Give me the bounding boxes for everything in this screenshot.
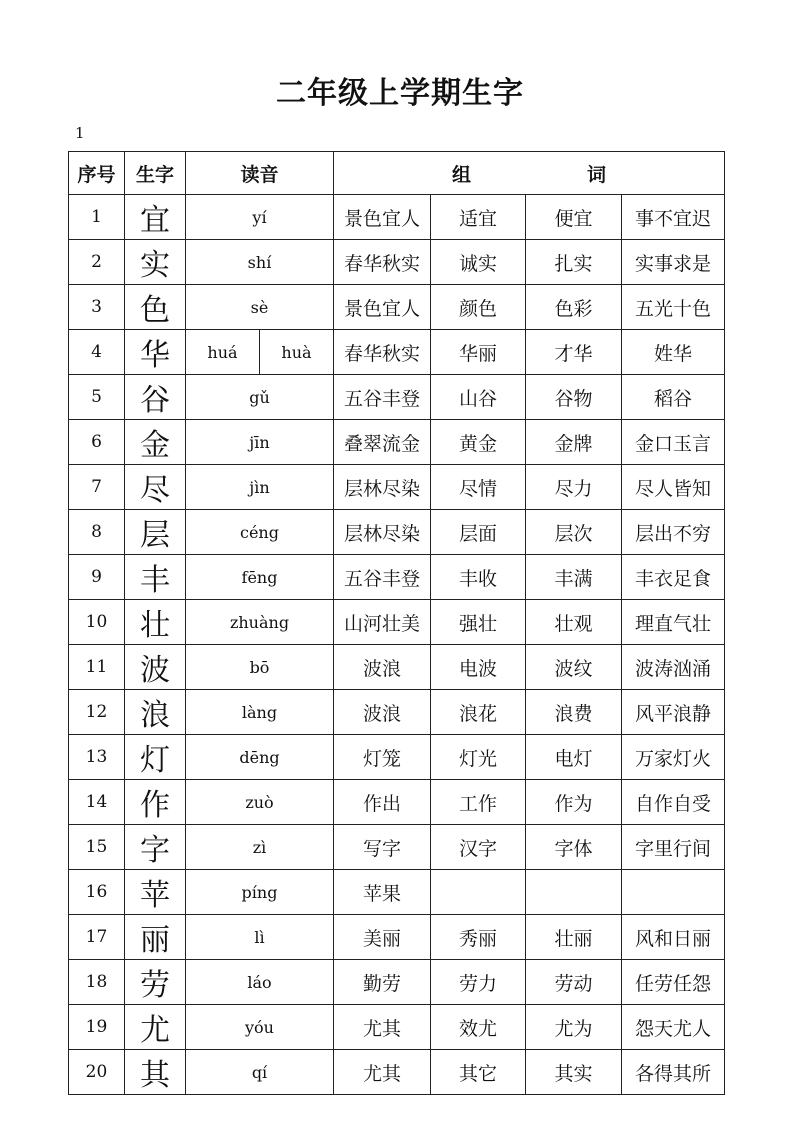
row-word: 壮丽 <box>526 915 622 960</box>
row-word: 尤为 <box>526 1005 622 1050</box>
row-word: 万家灯火 <box>622 735 725 780</box>
row-char: 丽 <box>125 915 186 960</box>
row-word: 风平浪静 <box>622 690 725 735</box>
row-word: 秀丽 <box>431 915 526 960</box>
row-seq: 15 <box>69 825 125 870</box>
row-word: 事不宜迟 <box>622 195 725 240</box>
row-pinyin <box>186 330 334 375</box>
row-word: 理直气壮 <box>622 600 725 645</box>
row-word: 色彩 <box>526 285 622 330</box>
row-word: 作为 <box>526 780 622 825</box>
header-words-a: 组 <box>452 163 472 186</box>
row-char: 浪 <box>125 690 186 735</box>
row-seq: 12 <box>69 690 125 735</box>
row-char: 色 <box>125 285 186 330</box>
row-word: 汉字 <box>431 825 526 870</box>
row-word: 尽情 <box>431 465 526 510</box>
row-char: 其 <box>125 1050 186 1095</box>
table-row <box>69 510 725 555</box>
row-word: 灯笼 <box>334 735 431 780</box>
row-pinyin: dēng <box>186 735 334 780</box>
header-words-b: 词 <box>587 163 607 186</box>
row-char: 波 <box>125 645 186 690</box>
table-row <box>69 285 725 330</box>
row-pinyin: zhuàng <box>186 600 334 645</box>
row-word: 尤其 <box>334 1005 431 1050</box>
row-seq: 10 <box>69 600 125 645</box>
row-word: 尤其 <box>334 1050 431 1095</box>
row-char: 实 <box>125 240 186 285</box>
row-seq: 11 <box>69 645 125 690</box>
row-char: 灯 <box>125 735 186 780</box>
row-char: 壮 <box>125 600 186 645</box>
row-word: 尽力 <box>526 465 622 510</box>
row-word: 作出 <box>334 780 431 825</box>
row-pinyin: jīn <box>186 420 334 465</box>
row-seq: 8 <box>69 510 125 555</box>
row-word: 其它 <box>431 1050 526 1095</box>
row-word: 五谷丰登 <box>334 555 431 600</box>
page-title: 二年级上学期生字 <box>276 76 524 111</box>
row-word: 丰衣足食 <box>622 555 725 600</box>
character-table <box>68 151 725 1095</box>
row-char: 劳 <box>125 960 186 1005</box>
row-seq: 5 <box>69 375 125 420</box>
row-pinyin: gǔ <box>186 375 334 420</box>
row-word: 美丽 <box>334 915 431 960</box>
pinyin-reading: huá <box>207 342 238 362</box>
page-number: 1 <box>75 124 85 142</box>
row-word: 金口玉言 <box>622 420 725 465</box>
row-word: 层面 <box>431 510 526 555</box>
row-word: 波浪 <box>334 645 431 690</box>
row-word: 自作自受 <box>622 780 725 825</box>
row-word: 稻谷 <box>622 375 725 420</box>
table-row <box>69 240 725 285</box>
row-seq: 7 <box>69 465 125 510</box>
row-pinyin: fēng <box>186 555 334 600</box>
row-word: 写字 <box>334 825 431 870</box>
table-row <box>69 1050 725 1095</box>
table-row <box>69 600 725 645</box>
row-word: 黄金 <box>431 420 526 465</box>
row-word: 金牌 <box>526 420 622 465</box>
row-pinyin: zuò <box>186 780 334 825</box>
row-char: 金 <box>125 420 186 465</box>
row-word: 苹果 <box>334 870 431 915</box>
row-word: 叠翠流金 <box>334 420 431 465</box>
row-pinyin: céng <box>186 510 334 555</box>
row-char: 丰 <box>125 555 186 600</box>
row-word: 景色宜人 <box>334 285 431 330</box>
row-char: 尽 <box>125 465 186 510</box>
table-row <box>69 645 725 690</box>
row-word: 层次 <box>526 510 622 555</box>
row-char: 层 <box>125 510 186 555</box>
row-pinyin: qí <box>186 1050 334 1095</box>
row-char: 谷 <box>125 375 186 420</box>
row-word: 尽人皆知 <box>622 465 725 510</box>
row-pinyin: láo <box>186 960 334 1005</box>
row-word: 山谷 <box>431 375 526 420</box>
row-word: 劳动 <box>526 960 622 1005</box>
row-word: 丰收 <box>431 555 526 600</box>
row-pinyin: zì <box>186 825 334 870</box>
row-word: 字体 <box>526 825 622 870</box>
row-seq: 16 <box>69 870 125 915</box>
row-pinyin: píng <box>186 870 334 915</box>
row-char: 华 <box>125 330 186 375</box>
table-row <box>69 330 725 375</box>
pinyin-reading: huà <box>259 330 333 374</box>
row-word: 适宜 <box>431 195 526 240</box>
row-pinyin: jìn <box>186 465 334 510</box>
row-word: 华丽 <box>431 330 526 375</box>
row-word: 怨天尤人 <box>622 1005 725 1050</box>
row-word: 强壮 <box>431 600 526 645</box>
row-word: 层林尽染 <box>334 465 431 510</box>
row-word: 勤劳 <box>334 960 431 1005</box>
row-seq: 17 <box>69 915 125 960</box>
row-word: 层林尽染 <box>334 510 431 555</box>
row-word: 诚实 <box>431 240 526 285</box>
row-word <box>431 870 526 915</box>
row-word: 春华秋实 <box>334 330 431 375</box>
row-word: 姓华 <box>622 330 725 375</box>
row-seq: 3 <box>69 285 125 330</box>
row-char: 苹 <box>125 870 186 915</box>
row-word <box>622 870 725 915</box>
row-word: 工作 <box>431 780 526 825</box>
row-pinyin: sè <box>186 285 334 330</box>
row-word: 波纹 <box>526 645 622 690</box>
row-word: 电灯 <box>526 735 622 780</box>
row-word: 浪花 <box>431 690 526 735</box>
table-row <box>69 870 725 915</box>
row-seq: 13 <box>69 735 125 780</box>
row-word: 灯光 <box>431 735 526 780</box>
header-words <box>334 152 725 195</box>
row-word: 浪费 <box>526 690 622 735</box>
table-row <box>69 780 725 825</box>
row-word: 扎实 <box>526 240 622 285</box>
header-row <box>69 152 725 195</box>
row-char: 尤 <box>125 1005 186 1050</box>
row-word: 五光十色 <box>622 285 725 330</box>
header-seq: 序号 <box>69 152 125 195</box>
row-word: 风和日丽 <box>622 915 725 960</box>
table-row <box>69 915 725 960</box>
table-row <box>69 735 725 780</box>
row-word: 春华秋实 <box>334 240 431 285</box>
row-word: 任劳任怨 <box>622 960 725 1005</box>
row-pinyin: yí <box>186 195 334 240</box>
row-word: 壮观 <box>526 600 622 645</box>
row-seq: 18 <box>69 960 125 1005</box>
row-word: 电波 <box>431 645 526 690</box>
row-word: 波涛汹涌 <box>622 645 725 690</box>
row-word: 字里行间 <box>622 825 725 870</box>
table-row <box>69 195 725 240</box>
row-seq: 14 <box>69 780 125 825</box>
row-pinyin: làng <box>186 690 334 735</box>
row-word: 才华 <box>526 330 622 375</box>
row-word: 五谷丰登 <box>334 375 431 420</box>
row-seq: 1 <box>69 195 125 240</box>
row-seq: 6 <box>69 420 125 465</box>
row-seq: 4 <box>69 330 125 375</box>
row-word: 谷物 <box>526 375 622 420</box>
row-word: 景色宜人 <box>334 195 431 240</box>
row-pinyin: bō <box>186 645 334 690</box>
row-pinyin: shí <box>186 240 334 285</box>
row-pinyin: yóu <box>186 1005 334 1050</box>
row-word: 便宜 <box>526 195 622 240</box>
table-row <box>69 375 725 420</box>
row-word: 实事求是 <box>622 240 725 285</box>
row-word: 层出不穷 <box>622 510 725 555</box>
row-word: 丰满 <box>526 555 622 600</box>
row-word: 其实 <box>526 1050 622 1095</box>
table-row <box>69 825 725 870</box>
table-row <box>69 555 725 600</box>
row-word: 效尤 <box>431 1005 526 1050</box>
row-word: 山河壮美 <box>334 600 431 645</box>
row-word <box>526 870 622 915</box>
row-char: 宜 <box>125 195 186 240</box>
row-seq: 2 <box>69 240 125 285</box>
row-word: 颜色 <box>431 285 526 330</box>
row-word: 劳力 <box>431 960 526 1005</box>
header-pinyin: 读音 <box>186 152 334 195</box>
table-row <box>69 960 725 1005</box>
row-char: 作 <box>125 780 186 825</box>
row-seq: 20 <box>69 1050 125 1095</box>
row-char: 字 <box>125 825 186 870</box>
row-seq: 19 <box>69 1005 125 1050</box>
row-word: 波浪 <box>334 690 431 735</box>
table-row <box>69 420 725 465</box>
row-word: 各得其所 <box>622 1050 725 1095</box>
table-row <box>69 465 725 510</box>
row-seq: 9 <box>69 555 125 600</box>
row-pinyin: lì <box>186 915 334 960</box>
header-char: 生字 <box>125 152 186 195</box>
table-row <box>69 690 725 735</box>
table-row <box>69 1005 725 1050</box>
